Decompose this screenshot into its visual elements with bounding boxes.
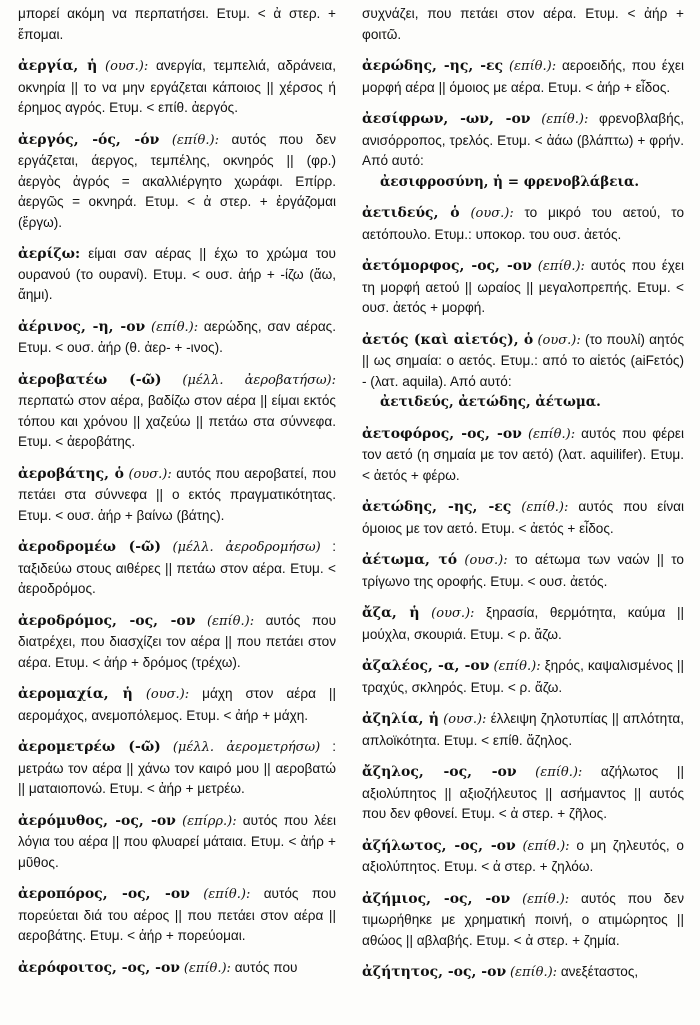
entry-grammar: (μέλλ. ἀεροδρομήσω): [172, 540, 321, 555]
entry-grammar: (επίθ.):: [535, 765, 583, 780]
dictionary-entry: [362, 603, 684, 645]
entry-grammar: (ουσ.):: [431, 606, 475, 621]
entry-definition: αυτός που δεν τιμωρήθηκε με χρηματική ποινή, ο ατιμώρητος || αθώος || αβλαβής. Ετυμ. < ἀ στερ. + ζημία.: [362, 890, 685, 948]
entry-headword: ἀετώδης, -ης, -ες: [362, 499, 512, 515]
entry-grammar: (ουσ.):: [105, 59, 149, 74]
entry-definition: έλλειψη ζηλοτυπίας || απλότητα, απλοϊκότητα. Ετυμ. < επίθ. ἄζηλος.: [362, 711, 685, 748]
dictionary-entry: [362, 762, 684, 825]
entry-headword: ἀζήμιος, -ος, -ον: [362, 890, 511, 907]
entry-definition: ξηρασία, θερμότητα, καύμα || μούχλα, σκουριά. Ετυμ. < ρ. ἄζω.: [362, 605, 685, 642]
entry-headword: ἀεροβάτης, ὁ: [18, 465, 124, 482]
entry-headword: ἀζήτητος, -ος, -ον: [362, 964, 507, 980]
entry-grammar: (επίθ.):: [151, 319, 199, 335]
entry-headword: ἀετός (καὶ αἰετός), ὁ: [362, 331, 534, 348]
entry-grammar: (επίθ.):: [537, 259, 585, 274]
left-column: [18, 4, 336, 990]
dictionary-entry: [362, 56, 684, 98]
entry-grammar: (ουσ.):: [443, 712, 487, 727]
entry-grammar: (επίθ.):: [541, 112, 589, 127]
entry-grammar: (επίθ.):: [508, 59, 557, 74]
entry-grammar: (επίθ.):: [509, 965, 558, 980]
dictionary-entry: [362, 836, 684, 878]
entry-definition: : μετράω τον αέρα || χάνω τον καιρό μου || αεροβατώ || ματαιοπονώ. Ετυμ. < ἀήρ + μετρέω.: [18, 739, 336, 796]
entry-grammar: (ουσ.):: [145, 687, 190, 702]
dictionary-entry: [362, 709, 684, 751]
dictionary-entry: [18, 537, 336, 600]
dictionary-entry: [18, 811, 336, 874]
entry-definition: ξηρός, καψαλισμένος || τραχύς, σκληρός. Ετυμ. < ρ. ἄζω.: [362, 658, 684, 695]
entry-headword: ἀετοφόρος, -ος, -ον: [362, 425, 522, 442]
entry-continuation: [362, 4, 684, 45]
entry-headword: ἀεργός, -ός, -όν: [18, 131, 160, 148]
dictionary-entry: [18, 611, 336, 674]
dictionary-entry: [362, 109, 684, 192]
entry-definition: (το πουλί) αητός || ως σημαία: ο αετός. Ετυμ.: από το αἰετός (aiFετός) - (λατ. aquila). Από αυτό:: [362, 331, 685, 389]
entry-definition: αυτός που αεροβατεί, που πετάει στα σύννεφα || ο εκτός πραγματικότητας. Ετυμ. < ουσ. ἀήρ + βαίνω (βάτης).: [18, 465, 337, 523]
dictionary-entry: [362, 550, 684, 592]
entry-definition: ανεργία, τεμπελιά, αδράνεια, οκνηρία || το να μην εργάζεται κάποιος || χέρσος ή έρημος αγρός. Ετυμ. < επίθ. ἀεργός.: [18, 58, 337, 115]
entry-grammar: (επίθ.):: [203, 887, 251, 902]
entry-definition: περπατώ στον αέρα, βαδίζω στον αέρα || είμαι εκτός τόπου και χρόνου || χαζεύω || πετάω στα σύννεφα. Ετυμ. < ἀεροβάτης.: [18, 393, 336, 449]
entry-definition: το μικρό του αετού, το αετόπουλο. Ετυμ.: υποκορ. του ουσ. ἀετός.: [362, 205, 685, 242]
dictionary-entry: [362, 656, 684, 698]
entry-headword: ἄζηλος, -ος, -ον: [362, 764, 517, 780]
entry-grammar: (επίθ.):: [522, 838, 570, 854]
dictionary-entry: [362, 203, 684, 245]
entry-definition: αυτός που πορεύεται διά του αέρος || που πετάει στον αέρα || αεροβάτης. Ετυμ. < ἀήρ + πορεύομαι.: [18, 886, 337, 943]
entry-definition: το αέτωμα των ναών || το τρίγωνο της οροφής. Ετυμ. < ουσ. ἀετός.: [362, 552, 684, 589]
entry-grammar: (ουσ.):: [128, 466, 172, 482]
entry-definition: αυτός που λέει λόγια του αέρα || που φλυαρεί μάταια. Ετυμ. < ἀήρ + μῦθος.: [18, 812, 337, 870]
entry-definition: αζήλωτος || αξιολύπητος || αξιοζήλευτος || ασήμαντος || αυτός που δεν φθονεί. Ετυμ. < ἀ στερ. + ζῆλος.: [362, 764, 684, 821]
entry-headword: ἀεροπόρος, -ος, -ον: [18, 886, 190, 902]
entry-headword: ἀετιδεύς, ὁ: [362, 205, 460, 221]
entry-headword: ἀετόμορφος, -ος, -ον: [362, 258, 532, 274]
entry-headword: ἀεροβατέω (-ῶ): [18, 371, 162, 388]
entry-definition: μάχη στον αέρα || αερομάχος, ανεμοπόλεμος. Ετυμ. < ἀήρ + μάχη.: [18, 686, 336, 723]
entry-definition: αυτός που διατρέχει, που διασχίζει τον αέρα || που πετάει στον αέρα. Ετυμ. < ἀήρ + δρόμος (τρέχω).: [18, 612, 337, 670]
right-column: [362, 4, 684, 995]
entry-grammar: (επίρρ.):: [182, 813, 237, 829]
dictionary-entry: [362, 497, 684, 539]
dictionary-entry: [18, 370, 336, 453]
entry-headword: ἀζαλέος, -α, -ον: [362, 658, 490, 674]
entry-grammar: (επίθ.):: [183, 960, 231, 976]
entry-grammar: (ουσ.):: [470, 206, 514, 221]
entry-headword: ἀερώδης, -ης, -ες: [362, 58, 504, 74]
entry-grammar: (ουσ.):: [537, 332, 581, 348]
entry-headword: ἀεργία, ἡ: [18, 58, 98, 74]
entry-headword: ἀερίζω:: [18, 246, 81, 262]
entry-headword: ἀερόφοιτος, -ος, -ον: [18, 959, 181, 976]
dictionary-entry: [18, 684, 336, 726]
entry-derivative: ἀετιδεύς, ἀετώδης, ἀέτωμα.: [380, 394, 601, 410]
entry-grammar: (επίθ.):: [206, 613, 255, 629]
entry-definition: ανεξέταστος,: [560, 964, 639, 979]
dictionary-entry: [18, 958, 336, 980]
dictionary-entry: [18, 464, 336, 527]
dictionary-entry: [18, 56, 336, 119]
entry-grammar: (μέλλ. ἀεροβατήσω):: [182, 372, 337, 388]
entry-text: συχνάζει, που πετάει στον αέρα. Ετυμ. < ἀήρ + φοιτῶ.: [362, 6, 684, 42]
dictionary-entry: [18, 884, 336, 947]
entry-headword: ἀερόμυθος, -ος, -ον: [18, 812, 176, 829]
entry-text: μπορεί ακόμη να περπατήσει. Ετυμ. < ἀ στερ. + ἕπομαι.: [18, 6, 336, 42]
entry-headword: ἀζήλωτος, -ος, -ον: [362, 837, 516, 854]
dictionary-entry: [362, 889, 684, 952]
entry-headword: ἀερομαχία, ἡ: [18, 686, 133, 702]
entry-definition: αυτός που: [234, 959, 298, 975]
entry-grammar: (επίθ.):: [171, 132, 219, 148]
entry-grammar: (επίθ.):: [521, 500, 569, 515]
dictionary-entry: [362, 330, 684, 413]
entry-definition: αυτός που φέρει τον αετό (η σημαία με τον αετό) (λατ. aquilifer). Ετυμ. < ἀετός + φέρω.: [362, 425, 684, 483]
entry-headword: ἀεσίφρων, -ων, -ον: [362, 111, 531, 127]
dictionary-entry: [362, 256, 684, 319]
entry-grammar: (επίθ.):: [493, 659, 541, 674]
entry-definition: φρενοβλαβής, ανισόρροπος, τρελός. Ετυμ. < ἀάω (βλάπτω) + φρήν. Από αυτό:: [362, 111, 684, 168]
entry-grammar: (επίθ.):: [527, 426, 576, 442]
entry-grammar: (μέλλ. ἀερομετρήσω): [172, 740, 321, 755]
entry-headword: ἀεροδρομέω (-ῶ): [18, 539, 161, 555]
entry-continuation: [18, 4, 336, 45]
dictionary-entry: [18, 244, 336, 306]
entry-headword: ἀέτωμα, τό: [362, 552, 458, 568]
entry-derivative: ἀεσιφροσύνη, ἡ = φρενοβλάβεια.: [380, 173, 640, 190]
entry-definition: αυτός που δεν εργάζεται, άεργος, τεμπέλης, οκνηρός || (φρ.) ἀεργὸς ἀγρός = ακαλλιέργητο χωράφι. Επίρρ. ἀεργῶς = οκνηρά. Ετυμ. < ἀ στερ. + ἐργάζομαι (ἔργω).: [18, 131, 337, 230]
entry-headword: ἄζα, ἡ: [362, 605, 420, 621]
entry-definition: αυτός που έχει τη μορφή αετού || ωραίος || μεγαλοπρεπής. Ετυμ. < ουσ. ἀετός + μορφή.: [362, 258, 684, 315]
entry-definition: : ταξιδεύω στους αιθέρες || πετάω στον αέρα. Ετυμ. < ἀεροδρόμος.: [18, 539, 336, 596]
entry-definition: αεροειδής, που έχει μορφή αέρα || όμοιος με αέρα. Ετυμ. < ἀήρ + εἶδος.: [362, 58, 685, 95]
dictionary-entry: [362, 424, 684, 487]
dictionary-entry: [18, 317, 336, 359]
dictionary-entry: [18, 737, 336, 800]
entry-headword: ἀέρινος, -η, -ον: [18, 318, 146, 335]
entry-definition: είμαι σαν αέρας || έχω το χρώμα του ουρανού (το ουρανί). Ετυμ. < ουσ. ἀήρ + -ίζω (ἄω, ἄημι).: [18, 246, 336, 302]
dictionary-entry: [18, 130, 336, 234]
entry-definition: αερώδης, σαν αέρας. Ετυμ. < ουσ. ἀήρ (θ. ἀερ- + -ινος).: [18, 318, 337, 355]
entry-definition: ο μη ζηλευτός, ο αξιολύπητος. Ετυμ. < ἀ στερ. + ζηλόω.: [362, 837, 684, 874]
entry-grammar: (ουσ.):: [464, 553, 508, 568]
entry-headword: ἀζηλία, ἡ: [362, 711, 439, 727]
entry-grammar: (επίθ.):: [522, 891, 570, 907]
dictionary-entry: [362, 962, 684, 984]
entry-headword: ἀερομετρέω (-ῶ): [18, 739, 161, 755]
entry-definition: αυτός που είναι όμοιος με τον αετό. Ετυμ. < ἀετός + εἶδος.: [362, 499, 684, 536]
entry-headword: ἀεροδρόμος, -ος, -ον: [18, 612, 196, 629]
